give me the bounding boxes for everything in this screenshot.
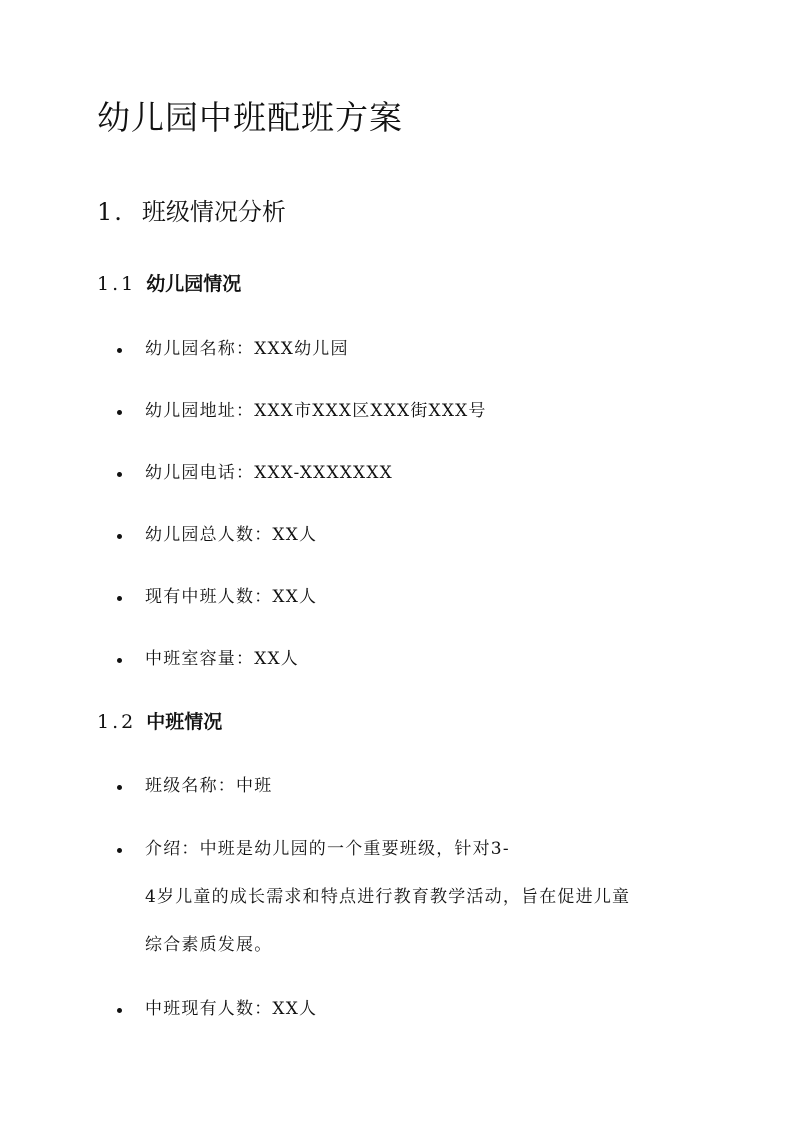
subsection-heading-text: 幼儿园情况 bbox=[146, 273, 242, 295]
list-item-continuation: 4岁儿童的成长需求和特点进行教育教学活动，旨在促进儿童 bbox=[145, 887, 631, 907]
bullet-icon bbox=[117, 472, 122, 477]
list-item-text: 幼儿园电话：XXX-XXXXXXX bbox=[145, 463, 393, 483]
bullet-icon bbox=[117, 410, 122, 415]
subsection-heading-1-1 bbox=[97, 270, 241, 298]
bullet-icon bbox=[117, 1008, 122, 1013]
list-item-text: 中班现有人数：XX人 bbox=[145, 999, 318, 1019]
section-heading-1 bbox=[97, 195, 286, 229]
list-item-text: 班级名称：中班 bbox=[145, 776, 273, 796]
subsection-heading-1-2 bbox=[97, 708, 222, 736]
bullet-icon bbox=[117, 658, 122, 663]
subsection-number: 1.2 bbox=[97, 711, 137, 733]
bullet-icon bbox=[117, 596, 122, 601]
list-item-text: 幼儿园总人数：XX人 bbox=[145, 525, 318, 545]
section-heading-text: 班级情况分析 bbox=[141, 198, 286, 226]
list-item-continuation: 综合素质发展。 bbox=[145, 935, 273, 955]
bullet-icon bbox=[117, 785, 122, 790]
bullet-icon bbox=[117, 534, 122, 539]
list-item-text: 幼儿园名称：XXX幼儿园 bbox=[145, 339, 349, 359]
list-item-text: 现有中班人数：XX人 bbox=[145, 587, 318, 607]
list-item-text: 幼儿园地址：XXX市XXX区XXX街XXX号 bbox=[145, 401, 487, 421]
bullet-icon bbox=[117, 348, 122, 353]
subsection-number: 1.1 bbox=[97, 273, 137, 295]
list-item-text: 中班室容量：XX人 bbox=[145, 649, 300, 669]
list-item-text: 介绍：中班是幼儿园的一个重要班级，针对3- bbox=[145, 839, 510, 859]
document-title: 幼儿园中班配班方案 bbox=[97, 98, 403, 137]
subsection-heading-text: 中班情况 bbox=[146, 711, 223, 733]
bullet-icon bbox=[117, 848, 122, 853]
section-number: 1. bbox=[97, 198, 124, 226]
